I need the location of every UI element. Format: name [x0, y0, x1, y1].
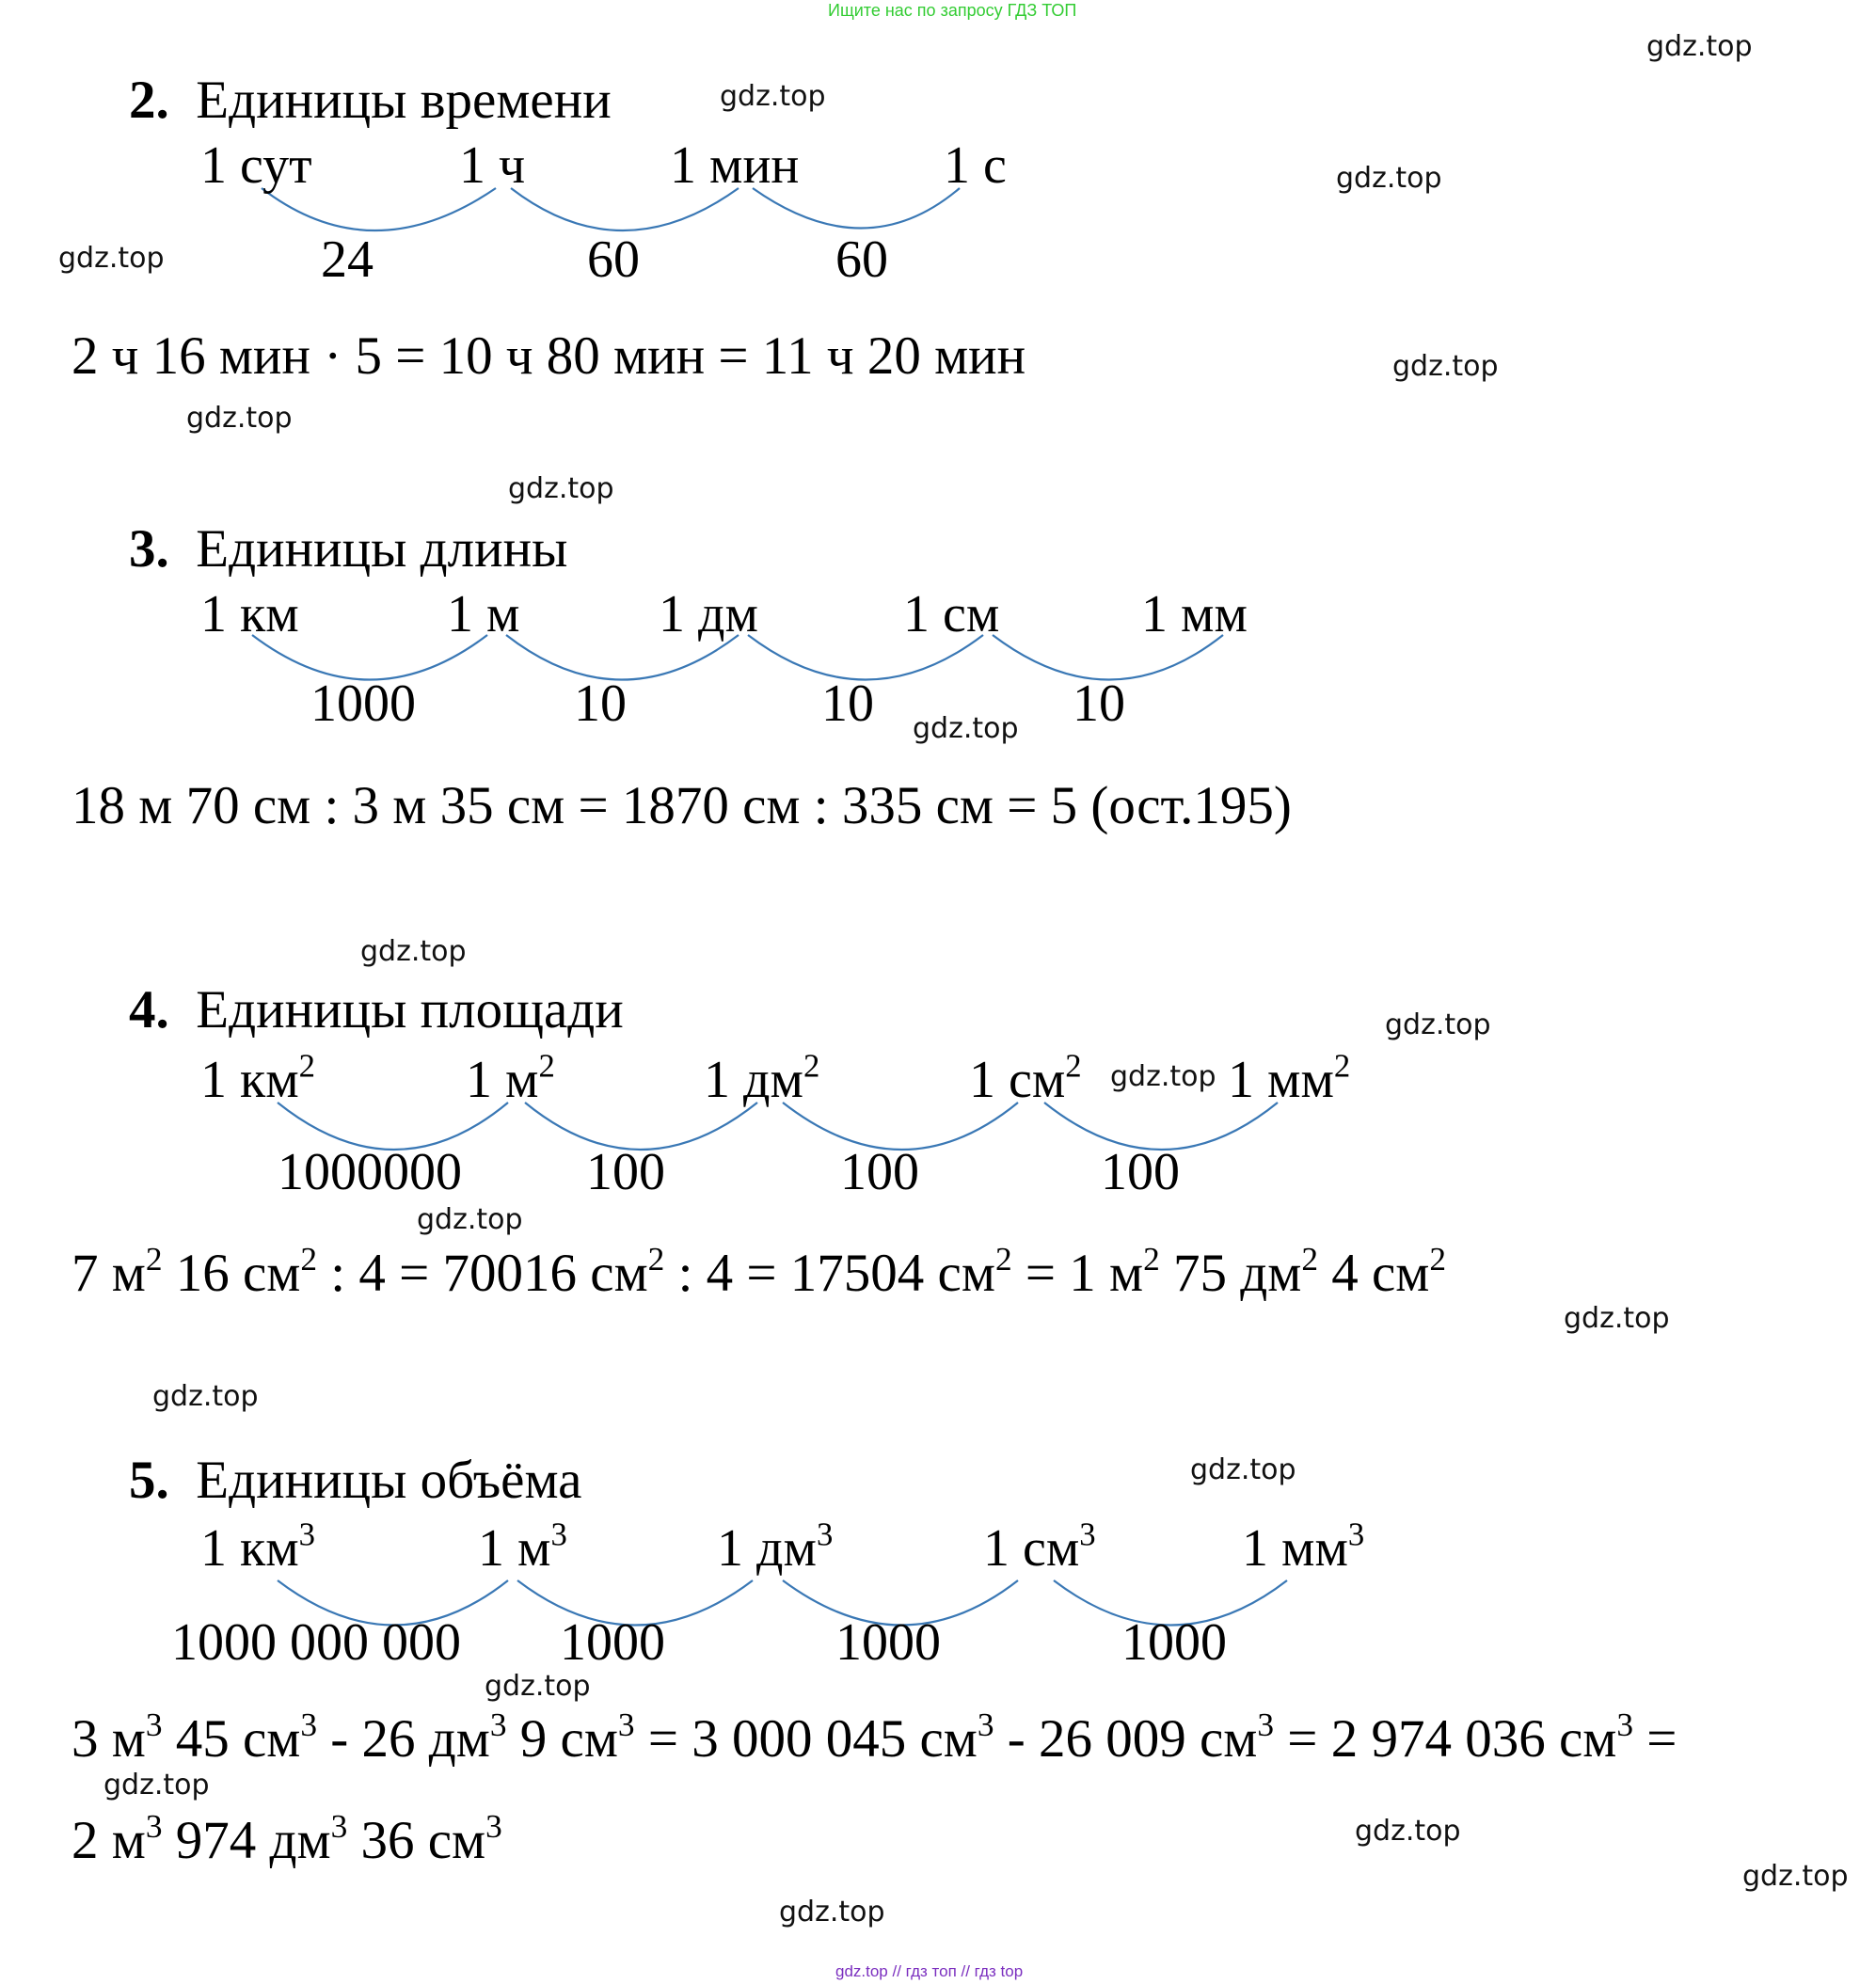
- unit-cm3: [983, 1516, 1096, 1578]
- exponent: 2: [145, 1241, 163, 1278]
- formula-volume-line1: [72, 1706, 1677, 1769]
- unit-dm: 1 дм: [659, 585, 758, 643]
- section-length-heading: [129, 519, 568, 579]
- formula-part: 16 см: [175, 1244, 301, 1303]
- formula-length: 18 м 70 см : 3 м 35 см = 1870 см : 335 см = 5 (ост.195): [72, 776, 1292, 835]
- formula-part: - 26 дм: [330, 1709, 490, 1769]
- factor-dm2-cm2: 100: [840, 1143, 919, 1201]
- exponent: 2: [1429, 1241, 1447, 1278]
- exponent: 3: [145, 1706, 163, 1744]
- unit-mm2: [1228, 1047, 1351, 1109]
- exponent: 2: [300, 1241, 318, 1278]
- formula-part: 45 см: [175, 1709, 301, 1769]
- formula-part: 7 м: [72, 1244, 146, 1303]
- formula-part: 9 см: [519, 1709, 618, 1769]
- factor-dm3-cm3: 1000: [835, 1613, 941, 1672]
- unit-label: 1 дм: [704, 1051, 803, 1109]
- unit-mm: 1 мм: [1141, 585, 1248, 643]
- section-number: 4.: [129, 980, 169, 1040]
- formula-part: = 3 000 045 см: [647, 1709, 978, 1769]
- exponent: 3: [1079, 1516, 1096, 1553]
- factor-minute-second: 60: [835, 230, 888, 289]
- watermark: gdz.top: [1385, 1008, 1491, 1041]
- factor-dm-cm: 10: [821, 675, 874, 733]
- watermark: gdz.top: [1564, 1302, 1670, 1335]
- watermark: gdz.top: [1336, 162, 1442, 195]
- unit-m2: [466, 1047, 555, 1109]
- formula-part: 75 дм: [1173, 1244, 1302, 1303]
- factor-m2-dm2: 100: [586, 1143, 665, 1201]
- watermark: gdz.top: [485, 1670, 591, 1703]
- exponent: 3: [617, 1706, 635, 1744]
- formula-time: 2 ч 16 мин · 5 = 10 ч 80 мин = 11 ч 20 мин: [72, 326, 1026, 386]
- unit-label: 1 мм: [1242, 1519, 1348, 1578]
- section-number: 2.: [129, 71, 169, 130]
- watermark: gdz.top: [58, 242, 165, 275]
- exponent: 3: [330, 1808, 348, 1846]
- watermark: gdz.top: [720, 80, 826, 113]
- watermark: gdz.top: [1355, 1815, 1461, 1848]
- watermark: gdz.top: [152, 1380, 259, 1413]
- exponent: 2: [994, 1241, 1012, 1278]
- factor-hour-minute: 60: [587, 230, 640, 289]
- unit-label: 1 м: [466, 1051, 539, 1109]
- unit-day: 1 сут: [200, 136, 312, 195]
- formula-part: : 4 = 17504 см: [677, 1244, 995, 1303]
- formula-part: : 4 = 70016 см: [330, 1244, 648, 1303]
- exponent: 3: [816, 1516, 834, 1553]
- formula-part: = 1 м: [1025, 1244, 1144, 1303]
- unit-dm3: [717, 1516, 834, 1578]
- unit-label: 1 см: [969, 1051, 1066, 1109]
- unit-km3: [200, 1516, 316, 1578]
- watermark: gdz.top: [1646, 30, 1753, 63]
- search-banner: Ищите нас по запросу ГДЗ ТОП: [828, 1, 1077, 20]
- unit-cm2: [969, 1047, 1082, 1109]
- unit-cm: 1 см: [903, 585, 1000, 643]
- footer-links: gdz.top // гдз топ // гдз top: [835, 1962, 1024, 1980]
- exponent: 3: [1347, 1516, 1365, 1553]
- factor-km2-m2: 1000000: [278, 1143, 462, 1201]
- formula-part: 36 см: [360, 1811, 486, 1870]
- formula-part: =: [1646, 1709, 1677, 1769]
- exponent: 2: [803, 1047, 820, 1085]
- watermark: gdz.top: [508, 472, 614, 505]
- factor-m3-dm3: 1000: [560, 1613, 665, 1672]
- watermark: gdz.top: [779, 1896, 885, 1928]
- factor-cm3-mm3: 1000: [1121, 1613, 1227, 1672]
- factor-day-hour: 24: [321, 230, 374, 289]
- watermark: gdz.top: [360, 935, 467, 968]
- exponent: 2: [538, 1047, 555, 1085]
- section-time-heading: [129, 71, 612, 130]
- watermark: gdz.top: [186, 402, 293, 435]
- section-title: Единицы площади: [196, 980, 624, 1040]
- unit-label: 1 дм: [717, 1519, 817, 1578]
- unit-label: 1 км: [200, 1051, 299, 1109]
- exponent: 2: [1143, 1241, 1160, 1278]
- unit-second: 1 с: [944, 136, 1007, 195]
- factor-km3-m3: 1000 000 000: [171, 1613, 461, 1672]
- formula-part: 2 м: [72, 1811, 146, 1870]
- section-volume-heading: [129, 1451, 582, 1510]
- exponent: 3: [1616, 1706, 1633, 1744]
- formula-part: 3 м: [72, 1709, 146, 1769]
- section-title: Единицы объёма: [196, 1451, 582, 1510]
- exponent: 2: [1065, 1047, 1082, 1085]
- section-title: Единицы длины: [196, 519, 568, 579]
- formula-part: 4 см: [1331, 1244, 1430, 1303]
- exponent: 3: [145, 1808, 163, 1846]
- formula-part: 974 дм: [175, 1811, 331, 1870]
- exponent: 2: [647, 1241, 665, 1278]
- section-number: 5.: [129, 1451, 169, 1510]
- exponent: 3: [300, 1706, 318, 1744]
- watermark: gdz.top: [913, 712, 1019, 745]
- exponent: 3: [1257, 1706, 1275, 1744]
- section-title: Единицы времени: [196, 71, 612, 130]
- exponent: 2: [1333, 1047, 1351, 1085]
- factor-cm-mm: 10: [1073, 675, 1125, 733]
- watermark: gdz.top: [1742, 1860, 1849, 1893]
- exponent: 2: [298, 1047, 316, 1085]
- formula-volume-line2: [72, 1808, 502, 1870]
- exponent: 3: [550, 1516, 567, 1553]
- section-number: 3.: [129, 519, 169, 579]
- exponent: 3: [485, 1808, 502, 1846]
- unit-km: 1 км: [200, 585, 299, 643]
- exponent: 2: [1301, 1241, 1318, 1278]
- unit-m: 1 м: [447, 585, 520, 643]
- unit-m3: [478, 1516, 567, 1578]
- exponent: 3: [977, 1706, 994, 1744]
- exponent: 3: [298, 1516, 316, 1553]
- unit-label: 1 мм: [1228, 1051, 1334, 1109]
- formula-part: = 2 974 036 см: [1287, 1709, 1617, 1769]
- factor-km-m: 1000: [310, 675, 416, 733]
- unit-minute: 1 мин: [670, 136, 800, 195]
- watermark: gdz.top: [1190, 1453, 1296, 1486]
- watermark: gdz.top: [1392, 350, 1499, 383]
- unit-label: 1 км: [200, 1519, 299, 1578]
- factor-cm2-mm2: 100: [1101, 1143, 1180, 1201]
- unit-label: 1 см: [983, 1519, 1080, 1578]
- watermark: gdz.top: [103, 1769, 210, 1801]
- section-area-heading: [129, 980, 624, 1040]
- unit-mm3: [1242, 1516, 1365, 1578]
- factor-m-dm: 10: [574, 675, 627, 733]
- unit-hour: 1 ч: [459, 136, 526, 195]
- unit-dm2: [704, 1047, 820, 1109]
- unit-km2: [200, 1047, 316, 1109]
- exponent: 3: [489, 1706, 507, 1744]
- formula-part: - 26 009 см: [1007, 1709, 1258, 1769]
- unit-label: 1 м: [478, 1519, 551, 1578]
- watermark: gdz.top: [417, 1203, 523, 1236]
- formula-area: [72, 1241, 1447, 1303]
- watermark: gdz.top: [1110, 1060, 1216, 1093]
